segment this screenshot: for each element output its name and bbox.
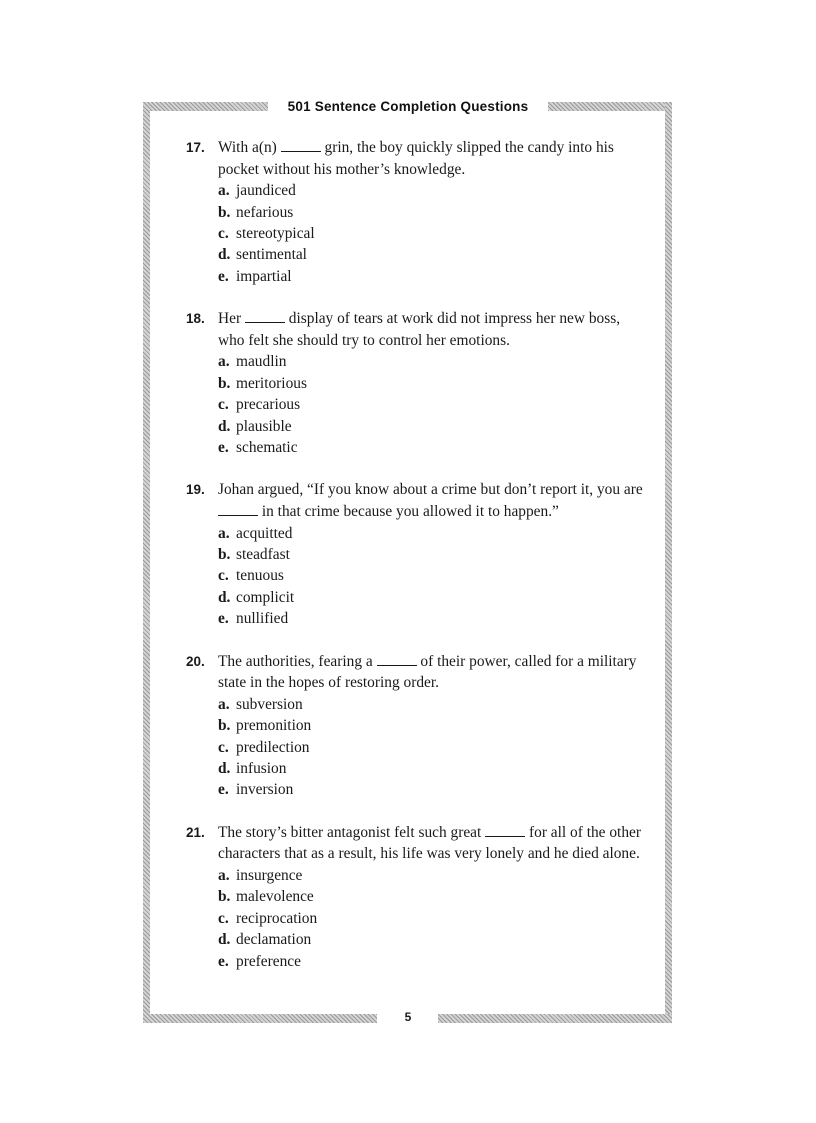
question-text-before: The authorities, fearing a	[218, 652, 373, 670]
answer-option	[218, 929, 646, 950]
question-text-after: display of tears at work did not impress her new boss, who felt she should try to control her emotions.	[218, 310, 621, 349]
answer-option	[218, 544, 646, 565]
frame-top-left	[143, 102, 268, 111]
option-letter: e.	[218, 267, 229, 285]
option-letter: c.	[218, 396, 229, 414]
answer-blank	[485, 823, 525, 837]
option-letter: c.	[218, 567, 229, 585]
question-text-before: With a(n)	[218, 139, 277, 156]
question-text-after: grin, the boy quickly slipped the candy into his pocket without his mother’s knowledge.	[218, 139, 614, 178]
option-text: insurgence	[236, 867, 303, 885]
question-stem	[186, 308, 646, 351]
option-text: stereotypical	[236, 225, 315, 242]
option-text: complicit	[236, 588, 295, 606]
option-text: acquitted	[236, 524, 293, 542]
option-letter: a.	[218, 695, 230, 713]
answer-option	[218, 951, 646, 972]
answer-option	[218, 223, 646, 244]
question-stem	[186, 822, 646, 865]
question-stem	[186, 651, 646, 694]
question-19	[186, 479, 646, 629]
page-header-title: 501 Sentence Completion Questions	[287, 99, 529, 114]
option-text: subversion	[236, 695, 303, 713]
answer-option	[218, 437, 646, 458]
answer-option	[218, 565, 646, 586]
option-text: malevolence	[236, 888, 314, 906]
option-text: tenuous	[236, 567, 284, 585]
option-text: infusion	[236, 760, 287, 778]
option-letter: d.	[218, 417, 231, 435]
answer-option	[218, 416, 646, 437]
question-21	[186, 822, 646, 972]
answer-option	[218, 694, 646, 715]
option-text: impartial	[236, 267, 292, 285]
option-text: sentimental	[236, 246, 307, 264]
option-letter: c.	[218, 225, 229, 242]
option-letter: c.	[218, 738, 229, 756]
option-letter: b.	[218, 888, 231, 906]
question-18	[186, 308, 646, 458]
option-letter: e.	[218, 781, 229, 799]
question-text-before: Johan argued, “If you know about a crime but don’t report it, you are	[218, 481, 643, 499]
question-text-before: Her	[218, 310, 242, 328]
answer-blank	[245, 309, 285, 323]
option-text: meritorious	[236, 374, 307, 392]
answer-option	[218, 737, 646, 758]
answer-option	[218, 608, 646, 629]
option-text: plausible	[236, 417, 292, 435]
answer-options	[186, 694, 646, 801]
option-letter: e.	[218, 610, 229, 628]
option-letter: a.	[218, 524, 230, 542]
frame-bottom-right	[438, 1014, 672, 1023]
question-text	[218, 308, 646, 351]
answer-options	[186, 180, 646, 287]
answer-option	[218, 779, 646, 800]
frame-top-right	[548, 102, 672, 111]
answer-option	[218, 886, 646, 907]
answer-option	[218, 244, 646, 265]
answer-blank	[218, 502, 258, 516]
option-letter: e.	[218, 952, 229, 970]
option-letter: d.	[218, 931, 231, 949]
question-text	[218, 651, 646, 694]
option-letter: c.	[218, 909, 229, 927]
answer-option	[218, 523, 646, 544]
frame-left	[143, 102, 150, 1023]
question-text-after: for all of the other characters that as a result, his life was very lonely and he died alone.	[218, 823, 641, 863]
answer-option	[218, 394, 646, 415]
option-text: jaundiced	[236, 182, 296, 200]
frame-right	[665, 102, 672, 1023]
answer-option	[218, 202, 646, 223]
question-number: 19.	[186, 482, 205, 498]
option-letter: a.	[218, 182, 230, 200]
page-number: 5	[404, 1010, 412, 1024]
option-text: preference	[236, 952, 301, 970]
question-number: 18.	[186, 311, 205, 327]
option-text: maudlin	[236, 353, 287, 371]
option-text: precarious	[236, 396, 301, 414]
option-letter: d.	[218, 588, 231, 606]
option-text: steadfast	[236, 546, 290, 564]
option-letter: a.	[218, 353, 230, 371]
answer-blank	[377, 652, 417, 666]
answer-option	[218, 180, 646, 201]
option-letter: a.	[218, 867, 230, 885]
option-letter: b.	[218, 717, 231, 735]
answer-options	[186, 865, 646, 972]
question-text-before: The story’s bitter antagonist felt such great	[218, 823, 482, 841]
answer-options	[186, 351, 646, 458]
question-20	[186, 651, 646, 801]
question-number: 20.	[186, 653, 205, 669]
option-letter: e.	[218, 439, 229, 457]
answer-option	[218, 266, 646, 287]
option-letter: b.	[218, 203, 231, 221]
answer-option	[218, 587, 646, 608]
question-list	[186, 137, 646, 993]
question-text-after: in that crime because you allowed it to happen.”	[261, 503, 559, 521]
frame-bottom-left	[143, 1014, 377, 1023]
option-text: reciprocation	[236, 909, 318, 927]
question-17	[186, 137, 646, 287]
option-letter: b.	[218, 374, 231, 392]
question-text	[218, 479, 646, 522]
question-stem	[186, 479, 646, 522]
option-letter: d.	[218, 760, 231, 778]
option-text: declamation	[236, 931, 312, 949]
answer-option	[218, 351, 646, 372]
question-number: 21.	[186, 824, 205, 840]
answer-blank	[281, 138, 321, 152]
question-number: 17.	[186, 140, 205, 155]
question-stem	[186, 137, 646, 180]
option-text: schematic	[236, 439, 298, 457]
option-text: nullified	[236, 610, 289, 628]
answer-option	[218, 715, 646, 736]
answer-options	[186, 523, 646, 630]
option-letter: b.	[218, 546, 231, 564]
question-text	[218, 137, 646, 180]
question-text	[218, 822, 646, 865]
option-text: nefarious	[236, 203, 294, 221]
option-text: predilection	[236, 738, 310, 756]
option-text: premonition	[236, 717, 312, 735]
answer-option	[218, 908, 646, 929]
option-letter: d.	[218, 246, 231, 264]
answer-option	[218, 758, 646, 779]
question-text-after: of their power, called for a military state in the hopes of restoring order.	[218, 652, 637, 692]
option-text: inversion	[236, 781, 294, 799]
answer-option	[218, 373, 646, 394]
answer-option	[218, 865, 646, 886]
